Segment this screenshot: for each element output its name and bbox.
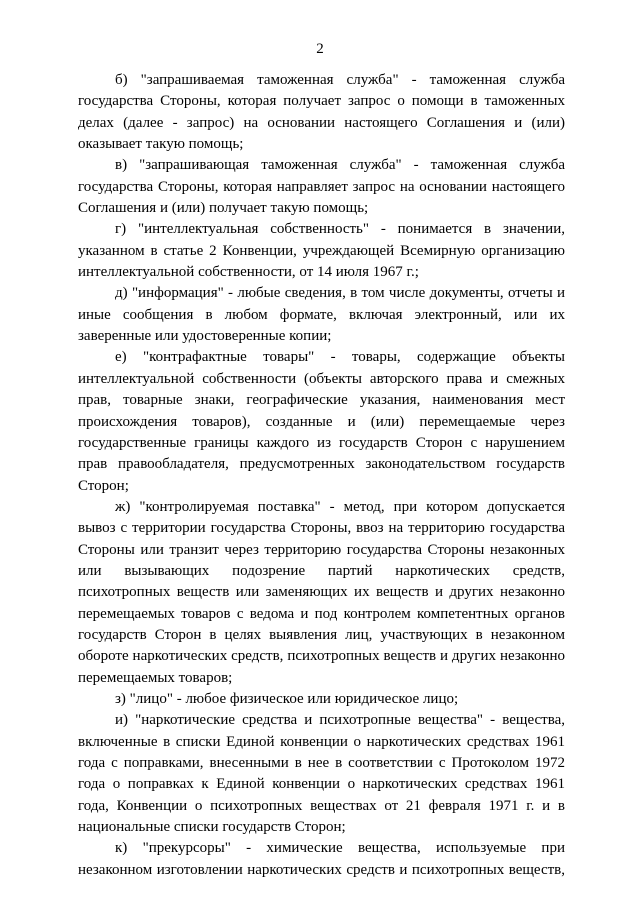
page-number: 2 [316,41,324,57]
paragraph-d-information: д) "информация" - любые сведения, в том числе документы, отчеты и иные сообщения в любом формате, включая электронный, или их заверенные или удостоверенные копии; [78,285,565,345]
paragraph-i-narcotic-drugs: и) "наркотические средства и психотропные вещества" - вещества, включенные в списки Единой конвенции о наркотических средствах 1961 года с поправками, внесенными в нее в соответствии с Протоколом 1972 года о поправках к Единой конвенции о наркотических средствах 1961 года, Конвенции о психотропных веществах от 21 февраля 1971 г. и в национальные списки государств Сторон; [78,712,565,836]
paragraph-e-counterfeit-goods: е) "контрафактные товары" - товары, содержащие объекты интеллектуальной собственности (объекты авторского права и смежных прав, товарные знаки, географические указания, наименования мест происхождения товаров), созданные и (или) перемещаемые через государственные границы каждого из государств Сторон с нарушением прав правообладателя, предусмотренных законодательством государств Сторон; [78,349,565,494]
document-body [78,70,565,881]
paragraph-zh-controlled-delivery: ж) "контролируемая поставка" - метод, при котором допускается вывоз с территории государства Стороны, ввоз на территорию государства Стороны или транзит через территорию государства Стороны незаконных или вызывающих подозрение партий наркотических средств, психотропных веществ или заменяющих их веществ и других незаконно перемещаемых товаров с ведома и под контролем компетентных органов государств Сторон в целях выявления лиц, участвующих в незаконном обороте наркотических средств, психотропных веществ и других незаконно перемещаемых товаров; [78,498,565,686]
paragraph-v-requesting-customs-service: в) "запрашивающая таможенная служба" - таможенная служба государства Стороны, которая направляет запрос на основании настоящего Соглашения и (или) получает такую помощь; [78,157,565,217]
paragraph-k-precursors: к) "прекурсоры" - химические вещества, используемые при незаконном изготовлении наркотических средств и психотропных веществ, [78,840,565,878]
paragraph-g-intellectual-property: г) "интеллектуальная собственность" - понимается в значении, указанном в статье 2 Конвенции, учреждающей Всемирную организацию интеллектуальной собственности, от 14 июля 1967 г.; [78,221,565,281]
paragraph-b-requested-customs-service: б) "запрашиваемая таможенная служба" - таможенная служба государства Стороны, которая получает запрос о помощи в таможенных делах (далее - запрос) на основании настоящего Соглашения и (или) оказывает такую помощь; [78,72,565,153]
paragraph-z-person: з) "лицо" - любое физическое или юридическое лицо; [115,690,459,707]
